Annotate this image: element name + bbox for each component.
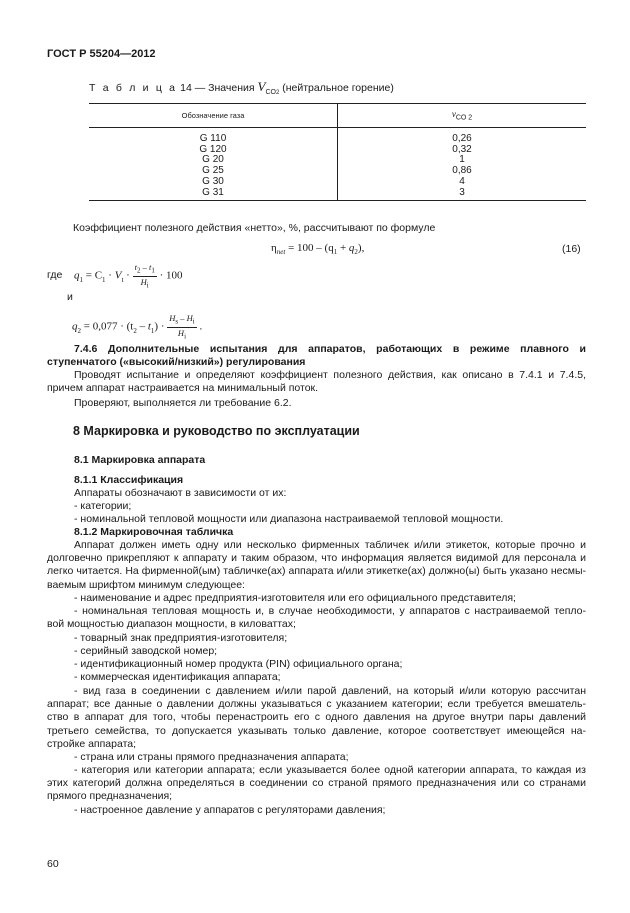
sec-812-item: - товарный знак предприятия-изготовителя;: [74, 632, 288, 644]
document-header: ГОСТ Р 55204—2012: [47, 48, 156, 60]
sec-812-item: - наименование и адрес предприятия-изготовителя или его официального представителя;: [74, 592, 516, 604]
caption-symbol: V: [257, 79, 266, 94]
table-row: [89, 128, 586, 145]
formula-q1: $q_1 = C_1 \cdot V_t$ · $\frac{t_2 - t_1}{H_i}$ · 100: [74, 262, 183, 290]
sec-812-item: - идентификационный номер продукта (PIN) официального органа;: [74, 658, 403, 670]
formula-q2: $q_2 = 0,077 \cdot (t_2 - t_1)$ · $\frac{H_s - H_i}{H_i}$ .: [72, 313, 203, 341]
table-row: [89, 188, 586, 201]
sec-811-item: - категории;: [74, 500, 132, 512]
efficiency-intro: Коэффициент полезного действия «нетто», %, рассчитывают по формуле: [73, 222, 436, 234]
value-cell: 1: [338, 155, 587, 166]
sec-812-item: - настроенное давление у аппаратов с регуляторами давления;: [74, 804, 386, 816]
q2-fraction: $\frac{H_s - H_i}{H_i}$: [169, 313, 195, 341]
col-gas-header: Обозначение газа: [89, 104, 338, 128]
table-caption: [89, 79, 394, 96]
sec-812-item: - категория или категории аппарата; если указывается более одной категории аппарата, то каждая из этих категорий должна определяться в соединении со страной прямого предназначения или со странами прямого предназначения;: [47, 764, 586, 803]
value-cell: 0,86: [338, 166, 587, 177]
value-cell: 4: [338, 177, 587, 188]
table-caption-rest: 14 — Значения: [180, 82, 255, 94]
sec-812-item: - страна или страны прямого предназначения аппарата;: [74, 751, 349, 763]
gas-cell: G 20: [202, 154, 224, 166]
gas-cell: G 30: [202, 175, 224, 187]
gas-cell: G 120: [199, 143, 227, 155]
sec-811-title: 8.1.1 Классификация: [74, 474, 184, 486]
caption-sub: CO: [265, 89, 276, 97]
table-row: [89, 155, 586, 166]
gas-cell: G 31: [202, 186, 224, 198]
value-cell: 0,32: [338, 145, 587, 156]
table-caption-word: Т а б л и ц а: [89, 82, 178, 94]
sec-812-item: - номинальная тепловая мощность и, в случае необходимости, у аппаратов с настраиваемой тепло- вой мощностью диапазон мощности, в киловаттах;: [47, 605, 586, 631]
q1-fraction: $\frac{t_2 - t_1}{H_i}$: [134, 262, 155, 290]
table-row: [89, 166, 586, 177]
table-row: [89, 177, 586, 188]
table-header-row: [89, 104, 586, 128]
sec-812-item: - серийный заводской номер;: [74, 645, 218, 657]
caption-sub2: 2: [275, 90, 280, 97]
where-label: где: [47, 269, 63, 281]
sec-812-paragraph: Аппарат должен иметь одну или несколько фирменных табличек и/или этикеток, которые прочно и долговечно прикрепляют к аппарату и таким образом, что информация является видимой для персонала и легко читается. На фирменной(ым) табличке(ах) аппарата и/или этикетке(ах) должно(ы) быть указано несмы- ваемым шрифтом минимум следующее:: [47, 539, 586, 591]
gas-values-table: [89, 103, 586, 201]
sec-812-item: - коммерческая идентификация аппарата;: [74, 671, 281, 683]
formula-number: (16): [562, 243, 581, 255]
sec-811-intro: Аппараты обозначают в зависимости от их:: [74, 487, 287, 499]
sec-8-title: 8 Маркировка и руководство по эксплуатации: [73, 424, 360, 438]
caption-note: (нейтральное горение): [282, 82, 394, 94]
sec-812-title: 8.1.2 Маркировочная табличка: [74, 526, 234, 538]
sec-746-p2: Проверяют, выполняется ли требование 6.2.: [74, 397, 292, 409]
sec-81-title: 8.1 Маркировка аппарата: [74, 454, 206, 466]
table-row: [89, 145, 586, 156]
and-label: и: [67, 291, 73, 303]
sec-746-p1: Проводят испытание и определяют коэффициент полезного действия, как описано в 7.4.1 и 7.4.5, причем аппарат настраивается на минимальный поток.: [47, 369, 586, 395]
sec-746-title: 7.4.6 Дополнительные испытания для аппаратов, работающих в режиме плавного и ступенчатого («высокий/низкий») регулирования: [47, 343, 586, 369]
value-cell: 3: [338, 188, 587, 201]
sec-812-item: - вид газа в соединении с давлением и/или парой давлений, на который и/или которую рассчитан аппарат; все данные о давлении должны указываться с указанием категории; если требуется вмешатель- ство в аппарат для того, чтобы перенастроить его с одного давления на другое внутри пары давлений третьего семейства, то допускается указывать только давление, которое соответствует имеющейся на- стройке аппарата;: [47, 685, 586, 750]
page-number: 60: [47, 858, 59, 870]
value-cell: 0,26: [338, 128, 587, 145]
gas-cell: G 25: [202, 165, 224, 177]
formula-eta-net: $\eta_{net} = 100 - (q_1 + q_2)$,: [271, 242, 365, 257]
sec-811-item: - номинальной тепловой мощности или диапазона настраиваемой тепловой мощности.: [74, 513, 504, 525]
gas-cell: G 110: [199, 133, 227, 144]
col-value-header: $v_{CO 2}$: [338, 104, 587, 128]
